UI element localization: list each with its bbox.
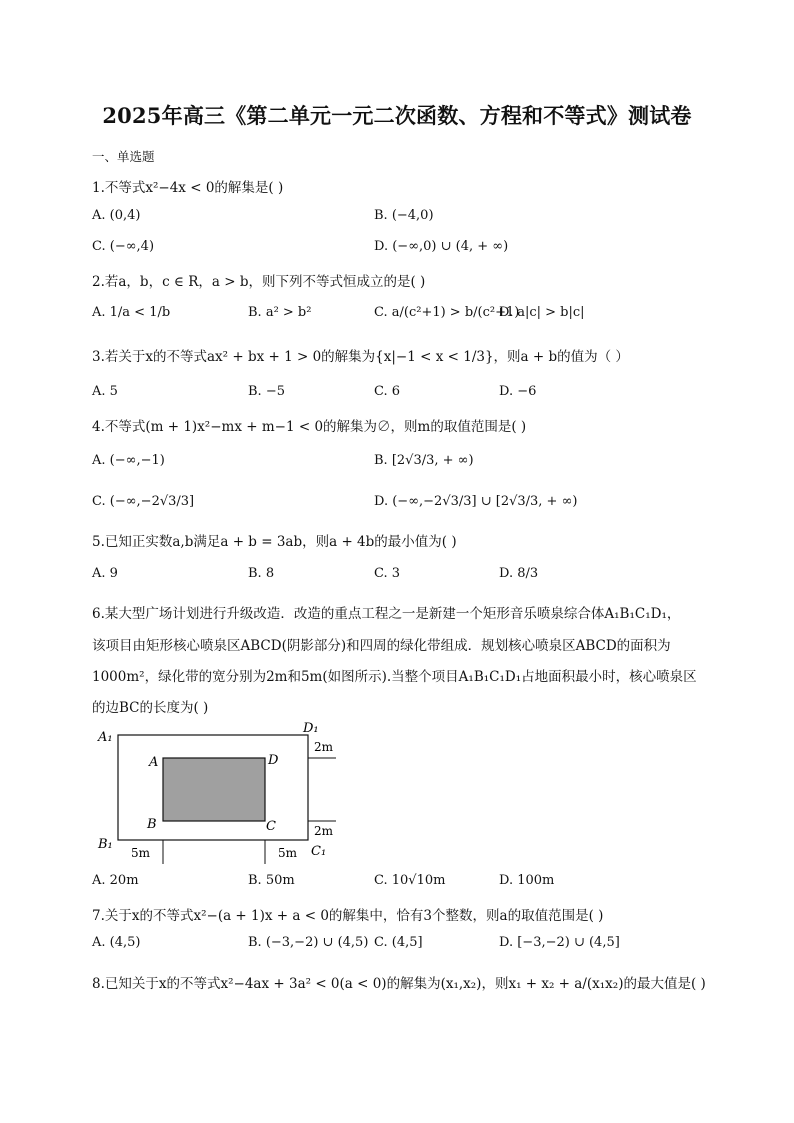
q3-option-b: B. −5 <box>248 384 285 399</box>
label-width-5m-right: 5m <box>278 846 298 860</box>
question-7-stem: 7.关于x的不等式x²−(a + 1)x + a < 0的解集中，恰有3个整数，则a的取值范围是( ) <box>92 908 604 924</box>
q3-option-a: A. 5 <box>92 384 118 399</box>
question-5-stem: 5.已知正实数a,b满足a + b = 3ab，则a + 4b的最小值为( ) <box>92 534 457 550</box>
q4-option-b: B. [2√3/3, + ∞) <box>374 453 474 468</box>
q1-option-c: C. (−∞,4) <box>92 239 155 254</box>
label-d: D <box>268 753 279 768</box>
q1-option-b: B. (−4,0) <box>374 208 434 223</box>
core-fountain-rectangle <box>163 758 265 821</box>
label-c: C <box>266 819 276 834</box>
label-a: A <box>149 755 159 770</box>
q6-option-c: C. 10√10m <box>374 873 446 888</box>
label-width-2m-bottom: 2m <box>314 824 334 838</box>
q1-option-d: D. (−∞,0) ∪ (4, + ∞) <box>374 239 509 254</box>
label-width-5m-left: 5m <box>131 846 151 860</box>
label-width-2m-top: 2m <box>314 740 334 754</box>
q4-option-a: A. (−∞,−1) <box>92 453 165 468</box>
label-d1: D₁ <box>303 721 319 736</box>
q4-option-c: C. (−∞,−2√3/3] <box>92 494 195 509</box>
q3-option-c: C. 6 <box>374 384 401 399</box>
question-1-stem: 1.不等式x²−4x < 0的解集是( ) <box>92 180 284 196</box>
q7-option-c: C. (4,5] <box>374 935 423 950</box>
q3-option-d: D. −6 <box>499 384 537 399</box>
q1-option-a: A. (0,4) <box>92 208 141 223</box>
section-heading: 一、单选题 <box>92 149 155 164</box>
q6-option-a: A. 20m <box>92 873 139 888</box>
question-6-line-4: 的边BC的长度为( ) <box>92 700 209 716</box>
q2-option-c: C. a/(c²+1) > b/(c²+1) <box>374 305 520 320</box>
q2-option-d: D. a|c| > b|c| <box>499 305 585 320</box>
q7-option-b: B. (−3,−2) ∪ (4,5) <box>248 935 369 950</box>
question-8-stem: 8.已知关于x的不等式x²−4ax + 3a² < 0(a < 0)的解集为(x₁,x₂)，则x₁ + x₂ + a/(x₁x₂)的最大值是( ) <box>92 976 706 992</box>
question-6-line-1: 6.某大型广场计划进行升级改造．改造的重点工程之一是新建一个矩形音乐喷泉综合体A₁B₁C₁D₁， <box>92 606 681 622</box>
q5-option-a: A. 9 <box>92 566 118 581</box>
label-b1: B₁ <box>98 837 113 852</box>
question-6-line-2: 该项目由矩形核心喷泉区ABCD(阴影部分)和四周的绿化带组成．规划核心喷泉区ABCD的面积为 <box>92 638 671 654</box>
question-6-line-3: 1000m²，绿化带的宽分别为2m和5m(如图所示).当整个项目A₁B₁C₁D₁占地面积最小时，核心喷泉区 <box>92 669 697 685</box>
question-3-stem: 3.若关于x的不等式ax² + bx + 1 > 0的解集为{x|−1 < x < 1/3}，则a + b的值为（ ） <box>92 349 629 365</box>
q6-option-b: B. 50m <box>248 873 295 888</box>
q2-option-a: A. 1/a < 1/b <box>92 305 171 320</box>
page-title: 2025年高三《第二单元一元二次函数、方程和不等式》测试卷 <box>102 103 692 128</box>
q4-option-d: D. (−∞,−2√3/3] ∪ [2√3/3, + ∞) <box>374 494 578 509</box>
label-b: B <box>147 817 157 832</box>
label-c1: C₁ <box>311 844 327 859</box>
question-4-stem: 4.不等式(m + 1)x²−mx + m−1 < 0的解集为∅，则m的取值范围是( ) <box>92 419 527 435</box>
q7-option-a: A. (4,5) <box>92 935 141 950</box>
q5-option-c: C. 3 <box>374 566 401 581</box>
q5-option-d: D. 8/3 <box>499 566 539 581</box>
question-2-stem: 2.若a，b，c ∈ R，a > b，则下列不等式恒成立的是( ) <box>92 274 426 290</box>
fountain-diagram <box>94 718 344 866</box>
q6-option-d: D. 100m <box>499 873 555 888</box>
q2-option-b: B. a² > b² <box>248 305 312 320</box>
q5-option-b: B. 8 <box>248 566 275 581</box>
label-a1: A₁ <box>98 730 113 745</box>
q7-option-d: D. [−3,−2) ∪ (4,5] <box>499 935 620 950</box>
